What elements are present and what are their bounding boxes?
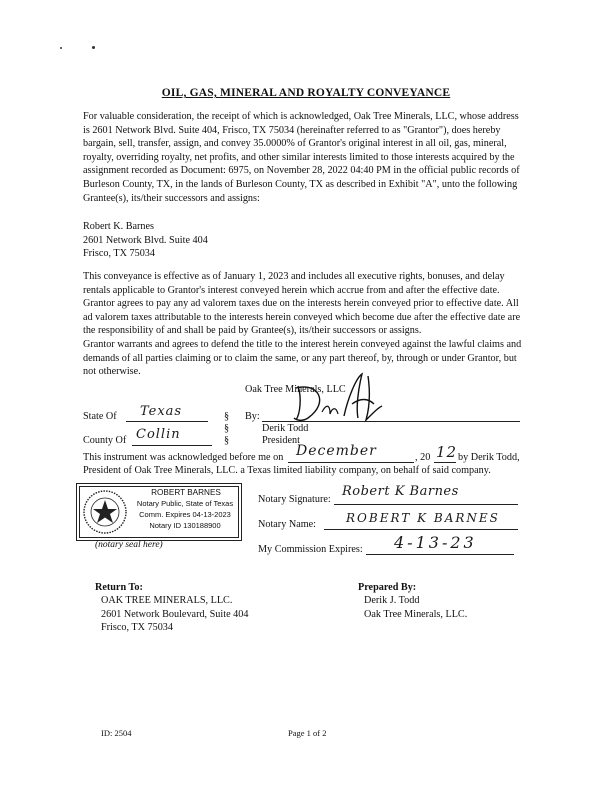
year-line: [434, 462, 456, 463]
effective-paragraph: [83, 270, 539, 379]
return-to-line: 2601 Network Boulevard, Suite 404: [101, 608, 249, 620]
month-line: [288, 462, 414, 463]
document-title: OIL, GAS, MINERAL AND ROYALTY CONVEYANCE: [161, 87, 451, 99]
acknowledgment-month: December: [296, 443, 377, 459]
county-label: County Of: [83, 435, 127, 446]
text-line: For valuable consideration, the receipt of which is acknowledged, Oak Tree Minerals, LLC, whose address: [83, 111, 519, 122]
seal-line-2: Comm. Expires 04-13-2023: [139, 510, 231, 519]
seal-notary-name: ROBERT BARNES: [151, 488, 221, 497]
prepared-by-details: [364, 594, 467, 621]
text-line: rentals applicable to Grantor's interest conveyed herein which accrue from and after the effective date.: [83, 284, 500, 296]
return-to-address: [101, 594, 248, 635]
commission-handwritten: 4-13-23: [394, 533, 477, 552]
seal-line-3: Notary ID 130188900: [149, 521, 221, 530]
grantee-name: Robert K. Barnes: [83, 221, 155, 232]
text-line: royalty, overriding royalty, net profits, and other similar interests limited to those interests acquired by the: [83, 151, 515, 163]
text-line: Grantee(s), its/their successors and assigns:: [83, 192, 260, 204]
notary-name-handwritten: ROBERT K BARNES: [346, 511, 500, 525]
notary-name-line: [324, 529, 518, 530]
scan-speck: [92, 46, 95, 49]
text-line: Burleson County, TX, in the lands of Burleson County, TX as described in Exhibit "A", unto the following: [83, 178, 518, 190]
text-line: ad valorem taxes attributable to the interests herein conveyed which become due after the effective date are: [83, 311, 521, 323]
return-to-heading: Return To:: [95, 582, 143, 593]
text-line: Grantor agrees to pay any ad valorem taxes due on the interests herein conveyed prior to effective date. All: [83, 298, 519, 310]
text-line: Grantor warrants and agrees to defend the title to the interest herein conveyed against the lawful claims and: [83, 338, 522, 350]
by-label: By:: [245, 411, 260, 422]
state-label: State Of: [83, 411, 117, 422]
conveyance-paragraph: [83, 110, 539, 205]
notary-star-icon: [81, 488, 129, 536]
notary-name-label: Notary Name:: [258, 519, 316, 530]
year-prefix: , 20: [415, 452, 431, 463]
commission-line: [366, 554, 514, 555]
year-handwritten: 12: [436, 443, 458, 461]
state-line: [126, 421, 208, 422]
state-handwritten: Texas: [140, 404, 183, 419]
page-number: Page 1 of 2: [288, 728, 327, 738]
seal-line-1: Notary Public, State of Texas: [136, 499, 234, 508]
grantor-company-name: Oak Tree Minerals, LLC: [245, 384, 346, 395]
text-line: demands of all parties claiming or to claim the same, or any part thereof, by, through or under Grantor, but: [83, 352, 517, 364]
text-line: not otherwise.: [83, 366, 141, 378]
county-line: [132, 445, 212, 446]
document-id: ID: 2504: [101, 728, 132, 738]
scan-speck: [60, 47, 62, 49]
text-line: is 2601 Network Blvd. Suite 404, Frisco, TX 75034 (hereinafter referred to as "Grantor"), does hereby: [83, 124, 501, 136]
return-to-line: OAK TREE MINERALS, LLC.: [101, 595, 233, 606]
section-mark: §: [224, 423, 230, 434]
county-handwritten: Collin: [136, 427, 181, 442]
notary-signature-line: [334, 504, 518, 505]
prepared-by-line: Oak Tree Minerals, LLC.: [364, 608, 468, 620]
grantee-address: [83, 220, 539, 261]
acknowledgment-prefix: This instrument was acknowledged before me on: [83, 452, 284, 463]
acknowledgment-line2: President of Oak Tree Minerals, LLC. a Texas limited liability company, on behalf of said company.: [83, 465, 491, 476]
grantor-signature: [278, 368, 388, 430]
section-mark: §: [224, 411, 230, 422]
grantee-city: Frisco, TX 75034: [83, 248, 155, 260]
text-line: the responsibility of and shall be paid by Grantee(s), its/their successors or assigns.: [83, 325, 422, 337]
notary-signature: Robert K Barnes: [342, 484, 459, 499]
text-line: This conveyance is effective as of January 1, 2023 and includes all executive rights, bonuses, and delay: [83, 271, 505, 282]
signer-title: President: [262, 435, 300, 446]
return-to-line: Frisco, TX 75034: [101, 622, 173, 634]
notary-seal: [76, 483, 242, 541]
grantee-street: 2601 Network Blvd. Suite 404: [83, 234, 208, 246]
section-mark: §: [224, 435, 230, 446]
text-line: bargain, sell, transfer, assign, and convey 35.0000% of Grantor's original interest in all oil, gas, mineral,: [83, 138, 507, 150]
text-line: assignment recorded as Document: 6975, on November 28, 2022 04:40 PM in the official public records of: [83, 165, 520, 177]
acknowledgment-by: by Derik Todd,: [458, 452, 520, 463]
prepared-by-line: Derik J. Todd: [364, 595, 420, 606]
notary-signature-label: Notary Signature:: [258, 494, 331, 505]
notary-seal-caption: (notary seal here): [95, 540, 163, 550]
commission-label: My Commission Expires:: [258, 544, 363, 555]
prepared-by-heading: Prepared By:: [358, 582, 417, 593]
signer-name: Derik Todd: [262, 423, 309, 434]
